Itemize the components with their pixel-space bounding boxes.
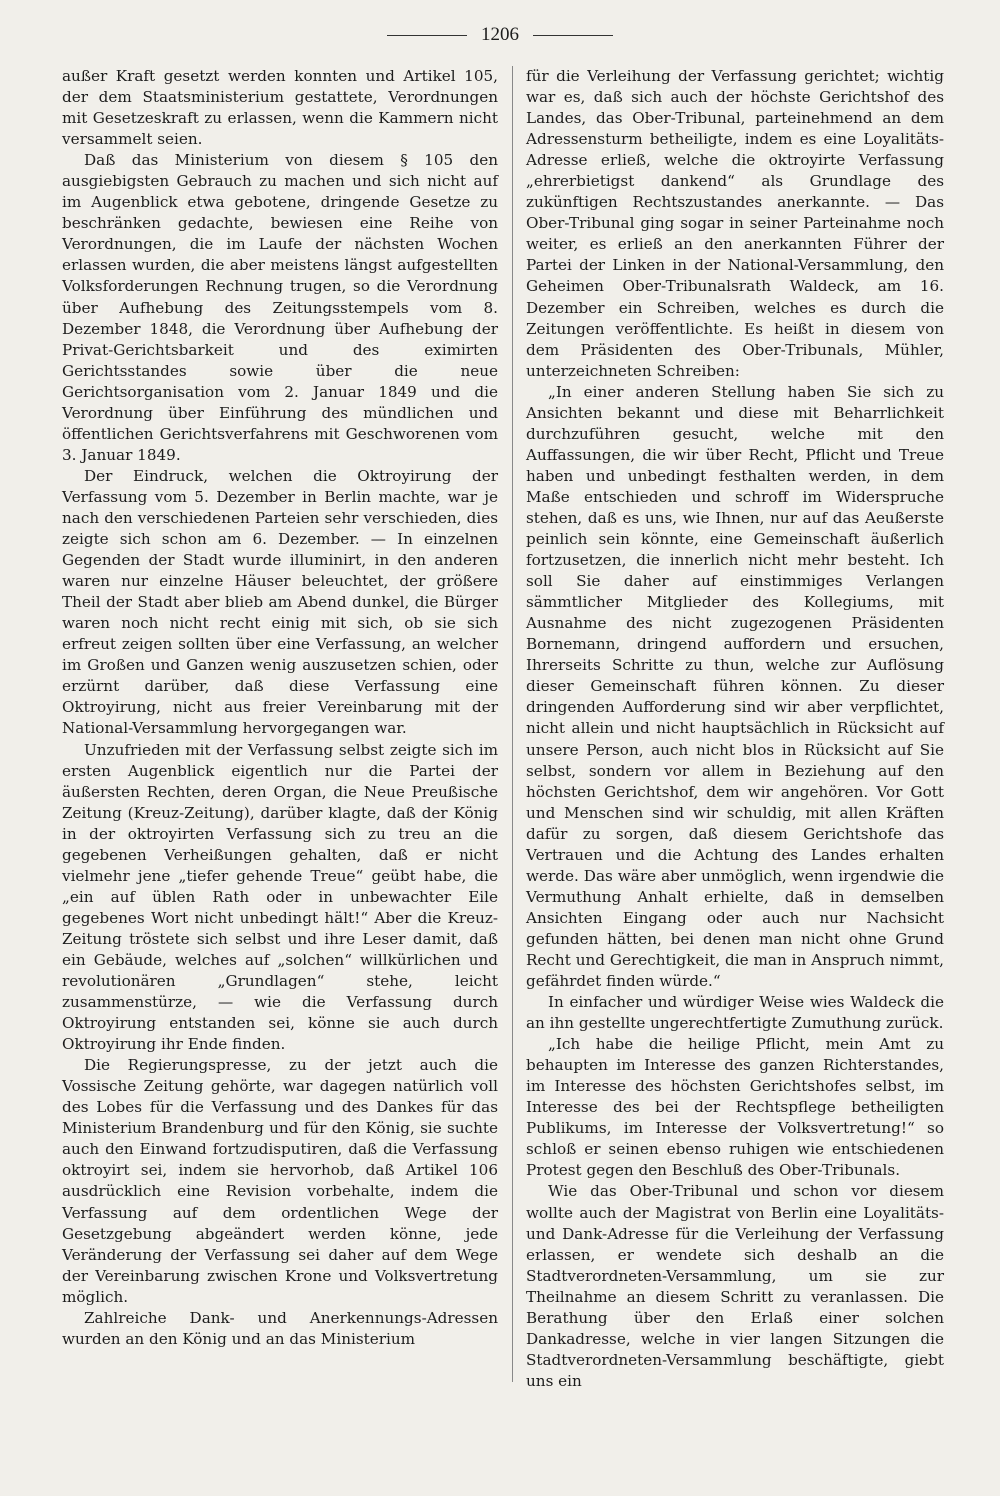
column-divider bbox=[512, 66, 513, 1382]
right-column bbox=[526, 66, 944, 1392]
page-number: 1206 bbox=[481, 24, 519, 45]
header-rule-left bbox=[387, 35, 467, 36]
paragraph: Daß das Ministerium von diesem § 105 den ausgiebigsten Gebrauch zu machen und sich nicht auf im Augenblick etwa gebotene, dringende Gesetze zu beschränken gedachte, bewiesen eine Reihe von Verordnungen, die im Laufe der nächsten Wochen erlassen wurden, die aber meistens längst aufgestellten Volksforderungen Rechnung trugen, so die Verordnung über Aufhebung des Zeitungsstempels vom 8. Dezember 1848, die Verordnung über Aufhebung der Privat-Gerichtsbarkeit und des eximirten Gerichtsstandes sowie über die neue Gerichtsorganisation vom 2. Januar 1849 und die Verordnung über Einführung des mündlichen und öffentlichen Gerichtsverfahrens mit Geschworenen vom 3. Januar 1849. bbox=[62, 151, 498, 464]
paragraph: Wie das Ober-Tribunal und schon vor diesem wollte auch der Magistrat von Berlin eine Loyalitäts- und Dank-Adresse für die Verleihung der Verfassung erlassen, er wendete sich deshalb an die Stadtverordneten-Versammlung, um sie zur Theilnahme an diesem Schritt zu veranlassen. Die Berathung über den Erlaß einer solchen Dankadresse, welche in vier langen Sitzungen die Stadtverordneten-Versammlung beschäftigte, giebt uns ein bbox=[526, 1182, 944, 1390]
page-header bbox=[0, 24, 1000, 46]
header-rule-right bbox=[533, 35, 613, 36]
paragraph: außer Kraft gesetzt werden konnten und Artikel 105, der dem Staatsministerium gestattete, Verordnungen mit Gesetzeskraft zu erlassen, wenn die Kammern nicht versammelt seien. bbox=[62, 67, 498, 149]
paragraph: Die Regierungspresse, zu der jetzt auch die Vossische Zeitung gehörte, war dagegen natürlich voll des Lobes für die Verfassung und des Dankes für das Ministerium Brandenburg und für den König, sie suchte auch den Einwand fortzudisputiren, daß die Verfassung oktroyirt sei, indem sie hervorhob, daß Artikel 106 ausdrücklich eine Revision vorbehalte, indem die Verfassung auf dem ordentlichen Wege der Gesetzgebung abgeändert werden könne, jede Veränderung der Verfassung sei daher auf dem Wege der Vereinbarung zwischen Krone und Volksvertretung möglich. bbox=[62, 1056, 498, 1306]
paragraph: In einfacher und würdiger Weise wies Waldeck die an ihn gestellte ungerechtfertigte Zumuthung zurück. bbox=[526, 993, 944, 1033]
paragraph: Zahlreiche Dank- und Anerkennungs-Adressen wurden an den König und an das Ministerium bbox=[62, 1308, 498, 1348]
paragraph: Unzufrieden mit der Verfassung selbst zeigte sich im ersten Augenblick eigentlich nur die Partei der äußersten Rechten, deren Organ, die Neue Preußische Zeitung (Kreuz-Zeitung), darüber klagte, daß der König in der oktroyirten Verfassung sich zu treu an die gegebenen Verheißungen gehalten, daß er nicht vielmehr jene „tiefer gehende Treue“ geübt habe, die „ein auf üblen Rath oder in unbewachter Eile gegebenes Wort nicht unbedingt hält!“ Aber die Kreuz-Zeitung tröstete sich selbst und ihre Leser damit, daß ein Gebäude, welches auf „solchen“ willkürlichen und revolutionären „Grundlagen“ stehe, leicht zusammenstürze, — wie die Verfassung durch Oktroyirung entstanden sei, könne sie auch durch Oktroyirung ihr Ende finden. bbox=[62, 740, 498, 1054]
left-column bbox=[62, 66, 498, 1350]
paragraph: Der Eindruck, welchen die Oktroyirung der Verfassung vom 5. Dezember in Berlin machte, war je nach den verschiedenen Parteien sehr verschieden, dies zeigte sich schon am 6. Dezember. — In einzelnen Gegenden der Stadt wurde illuminirt, in den anderen waren nur einzelne Häuser beleuchtet, der größere Theil der Stadt aber blieb am Abend dunkel, die Bürger waren noch nicht recht einig mit sich, ob sie sich erfreut zeigen sollten über eine Verfassung, an welcher im Großen und Ganzen wenig auszusetzen schien, oder erzürnt darüber, daß diese Verfassung eine Oktroyirung, nicht aus freier Vereinbarung mit der National-Versammlung hervorgegangen war. bbox=[62, 466, 498, 738]
quote-paragraph: „In einer anderen Stellung haben Sie sich zu Ansichten bekannt und diese mit Beharrlichkeit durchzuführen gesucht, welche mit den Auffassungen, die wir über Recht, Pflicht und Treue haben und unbedingt festhalten werden, in dem Maße entschieden und schroff im Widerspruche stehen, daß es uns, wie Ihnen, nur auf das Aeußerste peinlich sein könnte, eine Gemeinschaft äußerlich fortzusetzen, die innerlich nicht mehr besteht. Ich soll Sie daher auf einstimmiges Verlangen sämmtlicher Mitglieder des Kollegiums, mit Ausnahme des nicht zugezogenen Präsidenten Bornemann, dringend auffordern und ersuchen, Ihrerseits Schritte zu thun, welche zur Auflösung dieser Gemeinschaft führen können. Zu dieser dringenden Aufforderung sind wir aber verpflichtet, nicht allein und nicht hauptsächlich in Rücksicht auf unsere Person, auch nicht blos in Rücksicht auf Sie selbst, sondern vor allem in Beziehung auf den höchsten Gerichtshof, dem wir angehören. Vor Gott und Menschen sind wir schuldig, mit allen Kräften dafür zu sorgen, daß diesem Gerichtshofe das Vertrauen und die Achtung des Landes erhalten werde. Das wäre aber unmöglich, wenn irgendwie die Vermuthung Anhalt erhielte, daß in demselben Ansichten Eingang oder auch nur Nachsicht gefunden hätten, bei denen man nicht ohne Grund Recht und Gerechtigkeit, die man in Anspruch nimmt, gefährdet finden würde.“ bbox=[526, 382, 944, 991]
quote-paragraph: „Ich habe die heilige Pflicht, mein Amt zu behaupten im Interesse des ganzen Richterstandes, im Interesse des höchsten Gerichtshofes selbst, im Interesse des bei der Rechtspflege betheiligten Publikums, im Interesse der Volksvertretung!“ so schloß er seinen ebenso ruhigen wie entschiedenen Protest gegen den Beschluß des Ober-Tribunals. bbox=[526, 1035, 944, 1180]
paragraph: für die Verleihung der Verfassung gerichtet; wichtig war es, daß sich auch der höchste Gerichtshof des Landes, das Ober-Tribunal, parteinehmend an dem Adressensturm betheiligte, indem es eine Loyalitäts-Adresse erließ, welche die oktroyirte Verfassung „ehrerbietigst dankend“ als Grundlage des zukünftigen Rechtszustandes anerkannte. — Das Ober-Tribunal ging sogar in seiner Parteinahme noch weiter, es erließ an den anerkannten Führer der Partei der Linken in der National-Versammlung, den Geheimen Ober-Tribunalsrath Waldeck, am 16. Dezember ein Schreiben, welches es durch die Zeitungen veröffentlichte. Es heißt in diesem von dem Präsidenten des Ober-Tribunals, Mühler, unterzeichneten Schreiben: bbox=[526, 67, 944, 380]
